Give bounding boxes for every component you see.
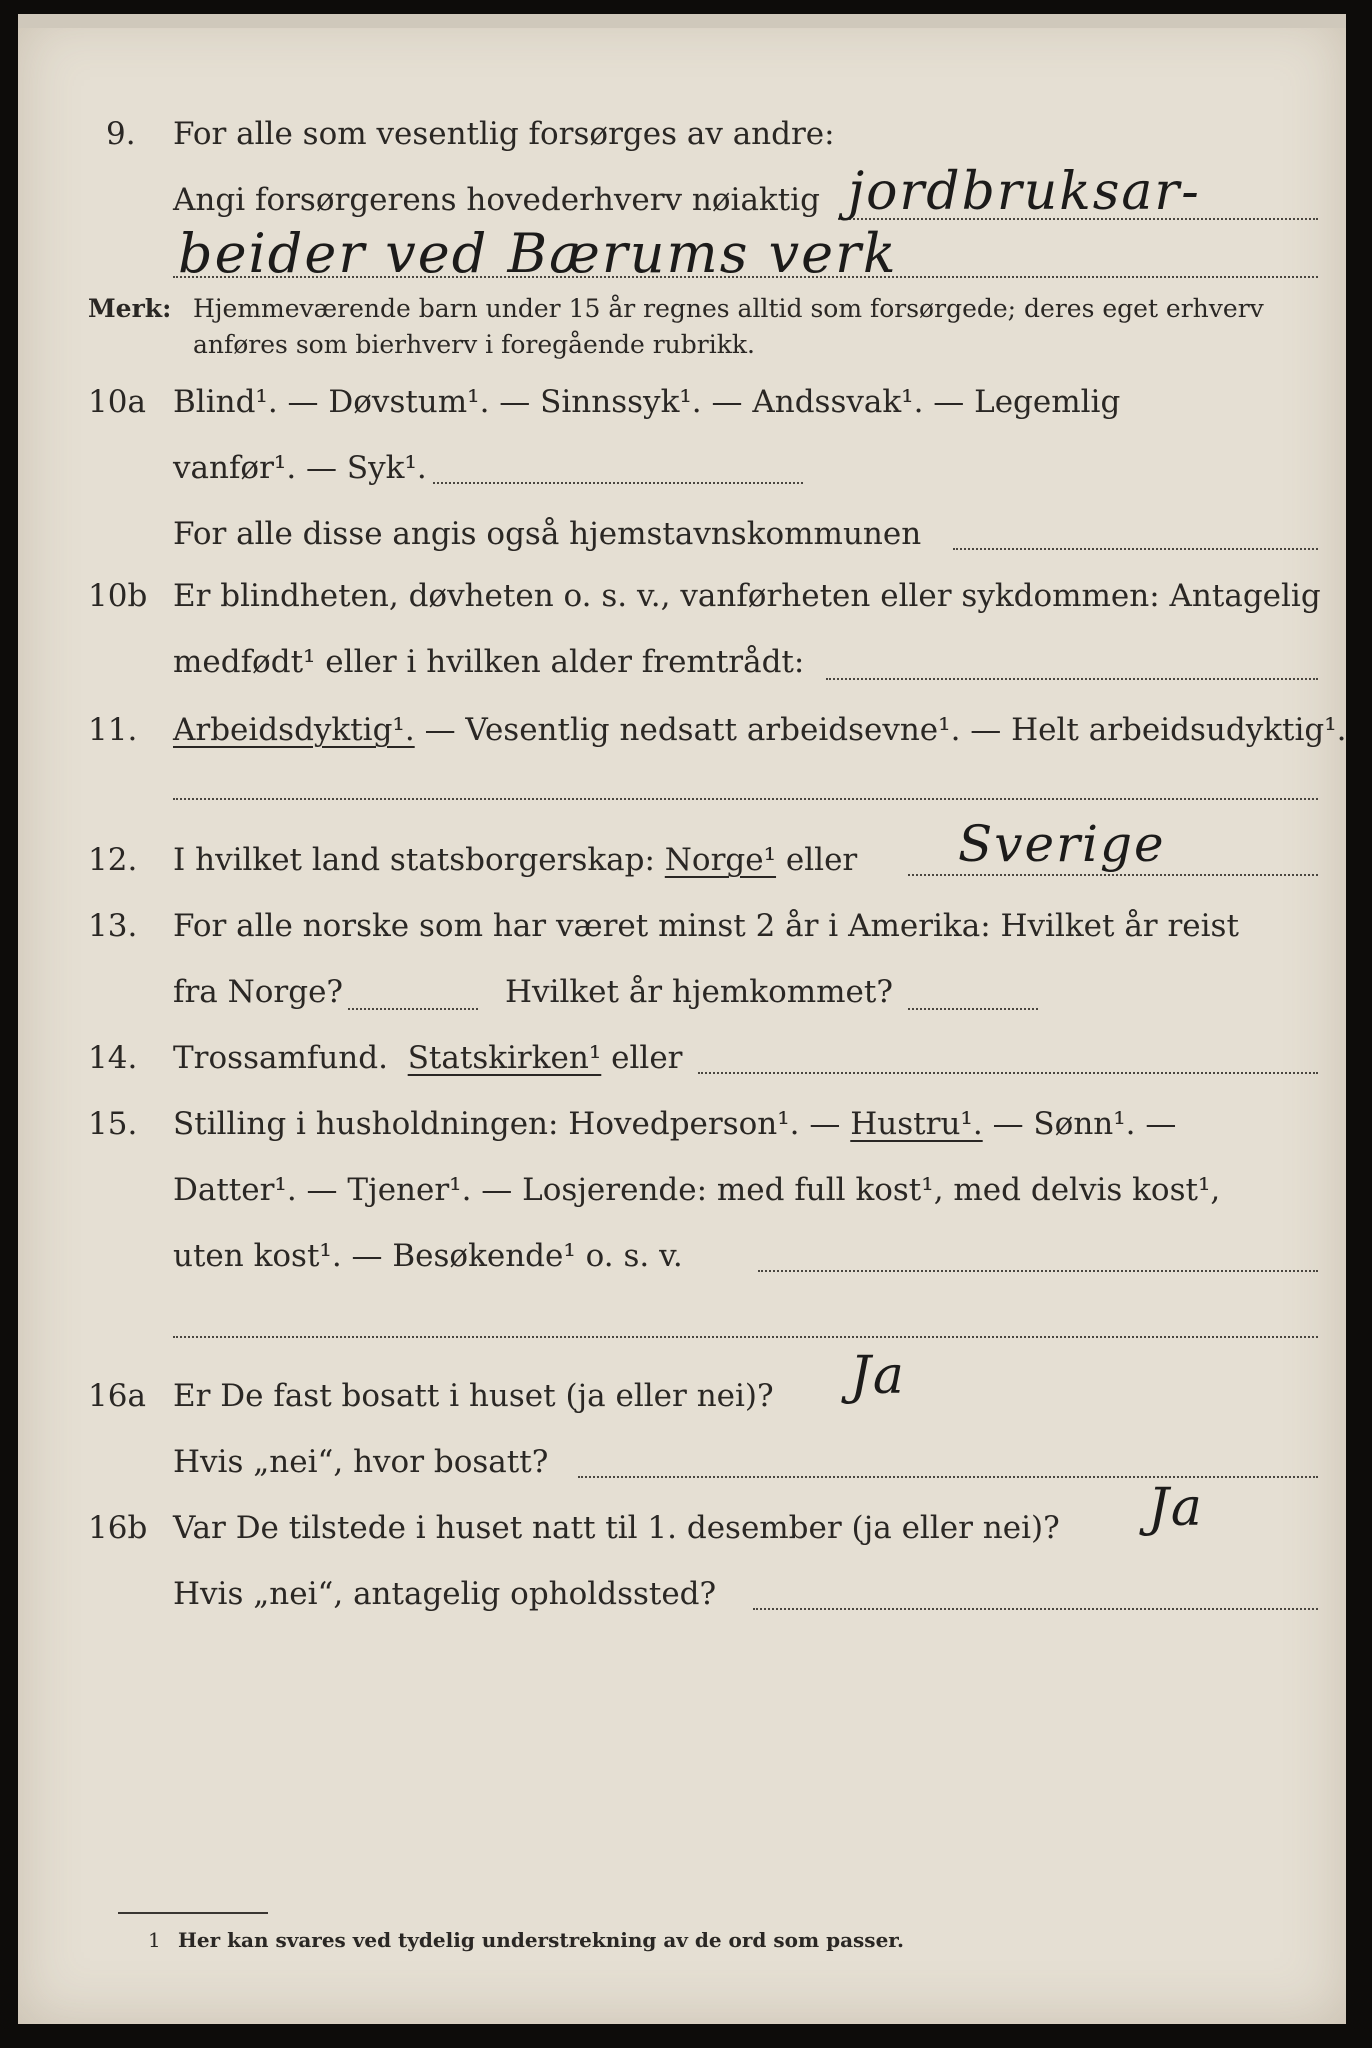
q14-line — [173, 1038, 682, 1078]
q13-reist-line — [348, 1008, 478, 1010]
footnote-rule — [118, 1912, 268, 1914]
q10b-line2: medfødt¹ eller i hvilken alder fremtrådt: — [173, 644, 805, 680]
q13-hjemkommet-line — [908, 1008, 1038, 1010]
q13-line2b: Hvilket år hjemkommet? — [505, 974, 893, 1010]
q10b-number: 10b — [88, 578, 148, 614]
q15-blank-line — [173, 1336, 1318, 1338]
q10a-line2: vanfør¹. — Syk¹. — [173, 450, 427, 486]
q16b-handwritten-answer: Ja — [1148, 1478, 1204, 1538]
q10b-answer-line — [826, 678, 1318, 680]
q11-line — [173, 710, 1347, 750]
q12-answer-line — [908, 874, 1318, 876]
q13-line2a: fra Norge? — [173, 974, 344, 1010]
q14-suffix: eller — [611, 1040, 683, 1076]
q10a-line1: Blind¹. — Døvstum¹. — Sinnssyk¹. — Andssvak¹. — Legemlig — [173, 384, 1121, 420]
footnote-mark: 1 — [148, 1928, 161, 1952]
q16a-answer-line — [578, 1476, 1318, 1478]
q12-handwritten-answer: Sverige — [958, 815, 1166, 873]
merk-line2: anføres som bierhverv i foregående rubrikk. — [193, 330, 755, 359]
q16a-handwritten-answer: Ja — [850, 1346, 906, 1406]
q16a-line2: Hvis „nei“, hvor bosatt? — [173, 1444, 549, 1480]
q15-line1b: — Sønn¹. — — [992, 1106, 1177, 1142]
q12-prefix: I hvilket land statsborgerskap: — [173, 842, 655, 878]
q9-handwritten-answer2: beider ved Bærums verk — [178, 222, 898, 285]
q10a-line3: For alle disse angis også hjemstavnskommunen — [173, 516, 922, 552]
q14-number: 14. — [88, 1040, 138, 1076]
q15-answer-line — [758, 1270, 1318, 1272]
q15-line3: uten kost¹. — Besøkende¹ o. s. v. — [173, 1238, 683, 1274]
q13-number: 13. — [88, 908, 138, 944]
q16b-line2: Hvis „nei“, antagelig opholdssted? — [173, 1576, 717, 1612]
q12-number: 12. — [88, 842, 138, 878]
q15-line2: Datter¹. — Tjener¹. — Losjerende: med full kost¹, med delvis kost¹, — [173, 1172, 1221, 1208]
q14-option-statskirken: Statskirken¹ — [407, 1040, 602, 1076]
q10b-line1: Er blindheten, døvheten o. s. v., vanførheten eller sykdommen: Antagelig — [173, 578, 1321, 614]
q14-answer-line — [698, 1072, 1318, 1074]
q11-option-arbeidsdyktig: Arbeidsdyktig¹. — [173, 712, 415, 748]
footnote-text: Her kan svares ved tydelig understrekning av de ord som passer. — [178, 1928, 904, 1952]
q10a-syk-line — [433, 482, 803, 484]
q12-line — [173, 840, 857, 880]
q16b-number: 16b — [88, 1510, 148, 1546]
q15-option-hustru: Hustru¹. — [850, 1106, 983, 1142]
q13-line1: For alle norske som har været minst 2 år i Amerika: Hvilket år reist — [173, 908, 1239, 944]
merk-label: Merk: — [88, 294, 172, 323]
census-form-page — [18, 14, 1346, 2024]
q15-line1a: Stilling i husholdningen: Hovedperson¹. — — [173, 1106, 841, 1142]
q16a-number: 16a — [88, 1378, 146, 1414]
q9-line2: Angi forsørgerens hovederhverv nøiaktig — [173, 182, 820, 218]
q11-rest: — Vesentlig nedsatt arbeidsevne¹. — Helt arbeidsudyktig¹. — [424, 712, 1347, 748]
q15-line1 — [173, 1104, 1176, 1144]
q12-suffix: eller — [785, 842, 858, 878]
q14-prefix: Trossamfund. — [173, 1040, 388, 1076]
q16b-answer-line — [753, 1608, 1318, 1610]
q9-number: 9. — [106, 116, 136, 152]
q10a-number: 10a — [88, 384, 146, 420]
q9-handwritten-answer1: jordbruksar- — [848, 162, 1201, 222]
q12-option-norge: Norge¹ — [664, 842, 777, 878]
q10a-hjemstavn-line — [953, 548, 1318, 550]
q16a-line1: Er De fast bosatt i huset (ja eller nei)? — [173, 1378, 774, 1414]
merk-line1: Hjemmeværende barn under 15 år regnes alltid som forsørgede; deres eget erhverv — [193, 294, 1264, 323]
q11-blank-line — [173, 798, 1318, 800]
page-top-edge — [18, 14, 1346, 28]
q16b-line1: Var De tilstede i huset natt til 1. desember (ja eller nei)? — [173, 1510, 1060, 1546]
q11-number: 11. — [88, 712, 138, 748]
q9-line1: For alle som vesentlig forsørges av andre: — [173, 116, 835, 152]
q15-number: 15. — [88, 1106, 138, 1142]
